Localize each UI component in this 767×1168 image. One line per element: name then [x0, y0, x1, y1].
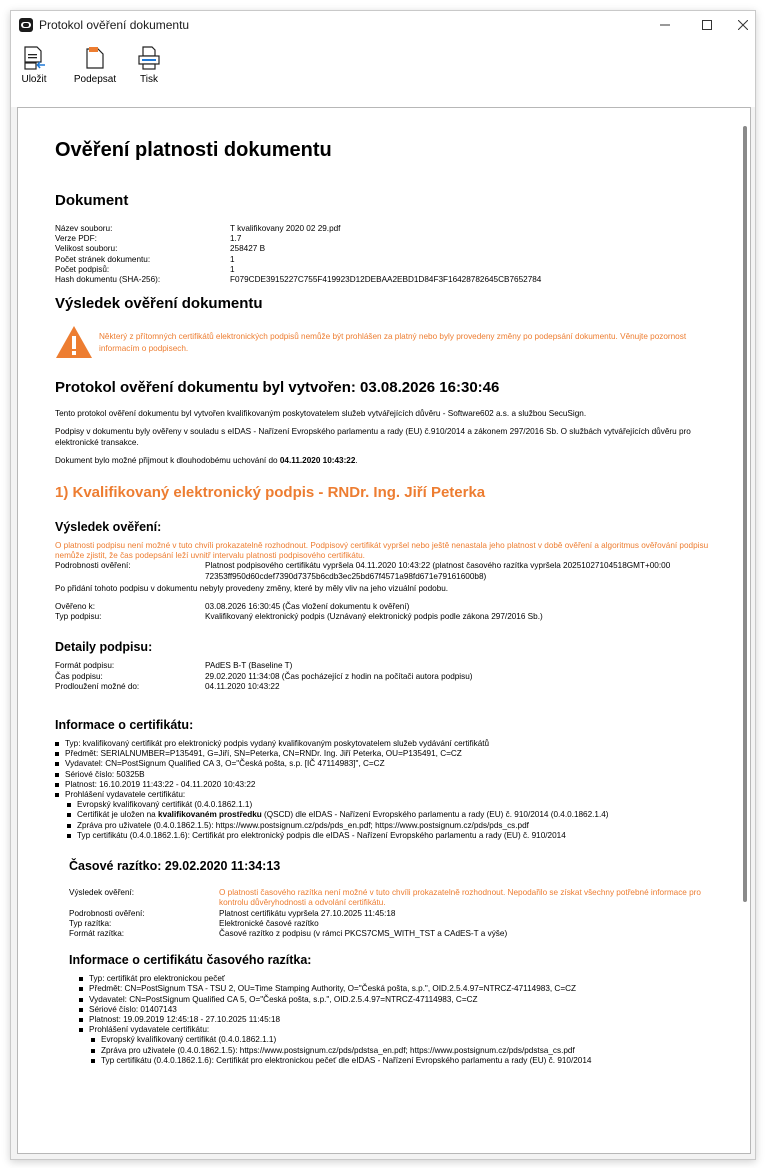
doc-key: Název souboru: — [55, 224, 113, 233]
list-item: Evropský kvalifikovaný certifikát (0.4.0.1862.1.1) — [67, 800, 725, 810]
doc-value: 258427 B — [230, 244, 266, 254]
doc-key: Počet podpisů: — [55, 264, 110, 274]
archive-date: 04.11.2020 10:43:22 — [279, 455, 356, 465]
maximize-icon — [702, 20, 712, 30]
list-item: Evropský kvalifikovaný certifikát (0.4.0.1862.1.1) — [91, 1035, 725, 1045]
archive-note: Dokument bylo možné přijmout k dlouhodobému uchování do 04.11.2020 10:43:22. — [55, 455, 358, 465]
ts-key: Typ razítka: — [69, 918, 112, 928]
document-viewer[interactable] — [17, 107, 751, 1154]
detail-key: Podrobnosti ověření: — [55, 561, 131, 571]
detail-key: Prodloužení možné do: — [55, 681, 140, 691]
details-heading: Detaily podpisu: — [55, 640, 153, 655]
list-item: Typ certifikátu (0.4.0.1862.1.6): Certifikát pro elektronickou pečeť dle eIDAS - Nařízení Evropského parlamentu a rady (EU) č. 910/2014 — [91, 1056, 725, 1066]
list-item: Předmět: CN=PostSignum TSA - TSU 2, OU=Time Stamping Authority, O="Česká pošta, s.p.", OID.2.5.4.97=NTRCZ-47114983, C=CZ — [79, 984, 725, 994]
list-item: Platnost: 19.09.2019 12:45:18 - 27.10.2025 11:45:18 — [79, 1015, 725, 1025]
doc-value: T kvalifikovany 2020 02 29.pdf — [230, 224, 341, 233]
info-value: Kvalifikovaný elektronický podpis (Uznávaný elektronický podpis podle zákona 297/2016 Sb.) — [205, 612, 543, 622]
list-item: Sériové číslo: 50325B — [55, 770, 725, 780]
detail-value: 04.11.2020 10:43:22 — [205, 681, 280, 691]
list-item: Typ: kvalifikovaný certifikát pro elektronický podpis vydaný kvalifikovaným poskytovatelem služeb vydávání certifikátů — [55, 739, 725, 749]
list-item: Certifikát je uložen na kvalifikovaném prostředku (QSCD) dle eIDAS - Nařízení Evropského parlamentu a rady (EU) č. 910/2014 (0.4.0.1862.1.4) — [67, 810, 725, 820]
protocol-paragraph: Podpisy v dokumentu byly ověřeny v souladu s eIDAS - Nařízení Evropského parlamentu a rady (EU) č.910/2014 a zákonem 297/2016 Sb. O službách vytvářejících důvěru pro elektronické transakce. — [55, 427, 691, 447]
protocol-heading: Protokol ověření dokumentu byl vytvořen: 03.08.2026 16:30:46 — [55, 379, 500, 397]
save-label: Uložit — [21, 74, 47, 85]
vertical-scrollbar[interactable] — [743, 126, 747, 902]
toolbar — [11, 39, 755, 107]
save-button[interactable] — [17, 45, 51, 103]
save-icon — [21, 45, 47, 71]
doc-key: Verze PDF: — [55, 234, 97, 244]
list-item: Zpráva pro uživatele (0.4.0.1862.1.5): https://www.postsignum.cz/pds/pdstsa_en.pdf; https://www.postsignum.cz/pds/pdstsa_cs.pdf — [91, 1046, 725, 1056]
ts-cert-sub-list — [91, 1035, 725, 1066]
document-heading: Dokument — [55, 192, 129, 209]
app-icon — [19, 18, 33, 32]
print-label: Tisk — [140, 74, 158, 85]
ts-key: Podrobnosti ověření: — [69, 908, 145, 918]
list-item: Platnost: 16.10.2019 11:43:22 - 04.11.2020 10:43:22 — [55, 780, 725, 790]
maximize-button[interactable] — [687, 11, 727, 39]
report-page — [55, 136, 725, 1066]
minimize-button[interactable] — [645, 11, 685, 39]
detail-value: PAdES B-T (Baseline T) — [205, 661, 293, 671]
sign-label: Podepsat — [73, 74, 117, 85]
sign-icon — [82, 45, 108, 71]
print-button[interactable] — [129, 45, 169, 103]
doc-key: Počet stránek dokumentu: — [55, 254, 151, 264]
sign-button[interactable] — [71, 45, 119, 103]
detail-key: Formát podpisu: — [55, 661, 115, 671]
document-info — [55, 224, 725, 285]
ts-key: Formát razítka: — [69, 928, 125, 938]
list-item: Vydavatel: CN=PostSignum Qualified CA 3, O="Česká pošta, s.p. [IČ 47114983]", C=CZ — [55, 759, 725, 769]
signature-details — [55, 661, 725, 692]
verification-details — [55, 561, 725, 581]
doc-key: Velikost souboru: — [55, 244, 118, 254]
detail-value: Platnost podpisového certifikátu vypršela 04.11.2020 10:43:22 (platnost časového razítka vypršela 20251027104518GMT+00:00 72353ff950d60cdef7390d7375b6cdb3ec25bd67f4571a98fd671e79161600b8) — [205, 561, 671, 581]
verification-warning: O platnosti podpisu není možné v tuto chvíli prokazatelně rozhodnout. Podpisový certifikát vypršel nebo ještě nenastala jeho platnost v době ověření a algoritmus ověřování podpisu nemůže zjistit, že čas podepsání leží uvnitř intervalu platnosti podpisového certifikátu. — [55, 541, 709, 561]
doc-key: Hash dokumentu (SHA-256): — [55, 275, 161, 285]
list-item: Typ: certifikát pro elektronickou pečeť — [79, 974, 725, 984]
list-item: Vydavatel: CN=PostSignum Qualified CA 5, O="Česká pošta, s.p.", OID.2.5.4.97=NTRCZ-47114983, C=CZ — [79, 995, 725, 1005]
ts-cert-heading: Informace o certifikátu časového razítka: — [69, 953, 312, 968]
doc-value: 1.7 — [230, 234, 242, 244]
list-item: Typ certifikátu (0.4.0.1862.1.6): Certifikát pro elektronický podpis dle eIDAS - Nařízení Evropského parlamentu a rady (EU) č. 910/2014 — [67, 831, 725, 841]
page-title: Ověření platnosti dokumentu — [55, 139, 332, 161]
ts-result-value: O platnosti časového razítka není možné v tuto chvíli prokazatelně rozhodnout. Nepodařilo se získat všechny potřebné informace pro kontrolu důvěryhodnosti a odvolání certifikátu. — [219, 888, 701, 908]
verification-heading: Výsledek ověření: — [55, 520, 162, 535]
signature-heading: 1) Kvalifikovaný elektronický podpis - RNDr. Ing. Jiří Peterka — [55, 484, 486, 502]
timestamp-result — [69, 888, 725, 939]
close-button[interactable] — [723, 11, 756, 39]
info-value: 03.08.2026 16:30:45 (Čas vložení dokumentu k ověření) — [205, 602, 410, 612]
ts-value: Elektronické časové razítko — [219, 918, 319, 928]
app-window — [10, 10, 756, 1160]
print-icon — [136, 45, 162, 71]
list-item: Předmět: SERIALNUMBER=P135491, G=Jiří, SN=Peterka, CN=RNDr. Ing. Jiří Peterka, OU=P135491, C=CZ — [55, 749, 725, 759]
doc-value: 1 — [230, 254, 235, 264]
warning-icon — [55, 325, 93, 359]
window-title: Protokol ověření dokumentu — [39, 18, 190, 32]
minimize-icon — [660, 20, 670, 30]
result-warning — [55, 325, 725, 359]
verification-info — [55, 602, 725, 622]
doc-value: F079CDE3915227C755F419923D12DEBAA2EBD1D84F3F16428782645CB7652784 — [230, 275, 542, 285]
list-item: Sériové číslo: 01407143 — [79, 1005, 725, 1015]
doc-value: 1 — [230, 264, 235, 274]
timestamp-section — [69, 859, 725, 1066]
list-item: Prohlášení vydavatele certifikátu: — [79, 1025, 725, 1035]
verification-note: Po přidání tohoto podpisu v dokumentu nebyly provedeny změny, které by měly vliv na jeho vizuální podobu. — [55, 583, 449, 593]
info-key: Typ podpisu: — [55, 612, 102, 622]
ts-key: Výsledek ověření: — [69, 888, 135, 898]
result-warning-text: Některý z přítomných certifikátů elektronických podpisů nemůže být prohlášen za platný nebo byly provedeny změny po podepsání dokumentu. Věnujte pozornost informacím o podpisech. — [99, 332, 687, 353]
list-item: Prohlášení vydavatele certifikátu: — [55, 790, 725, 800]
cert-list — [55, 739, 725, 800]
detail-value: 29.02.2020 11:34:08 (Čas pocházející z hodin na počítači autora podpisu) — [205, 671, 473, 681]
cert-heading: Informace o certifikátu: — [55, 718, 194, 733]
result-heading: Výsledek ověření dokumentu — [55, 295, 263, 313]
ts-cert-list — [79, 974, 725, 1035]
cert-sub-list — [67, 800, 725, 841]
list-item: Zpráva pro uživatele (0.4.0.1862.1.5): https://www.postsignum.cz/pds/pds_en.pdf; https://www.postsignum.cz/pds/pds_cs.pdf — [67, 821, 725, 831]
ts-value: Časové razítko z podpisu (v rámci PKCS7CMS_WITH_TST a CAdES-T a výše) — [219, 928, 508, 938]
title-bar — [11, 11, 755, 39]
timestamp-heading: Časové razítko: 29.02.2020 11:34:13 — [69, 859, 281, 874]
close-icon — [738, 20, 748, 30]
detail-key: Čas podpisu: — [55, 671, 103, 681]
ts-value: Platnost certifikátu vypršela 27.10.2025 11:45:18 — [219, 908, 396, 918]
info-key: Ověřeno k: — [55, 602, 96, 612]
protocol-paragraph: Tento protokol ověření dokumentu byl vytvořen kvalifikovaným poskytovatelem služeb vytvářejících důvěru - Software602 a.s. a službou SecuSign. — [55, 409, 587, 419]
